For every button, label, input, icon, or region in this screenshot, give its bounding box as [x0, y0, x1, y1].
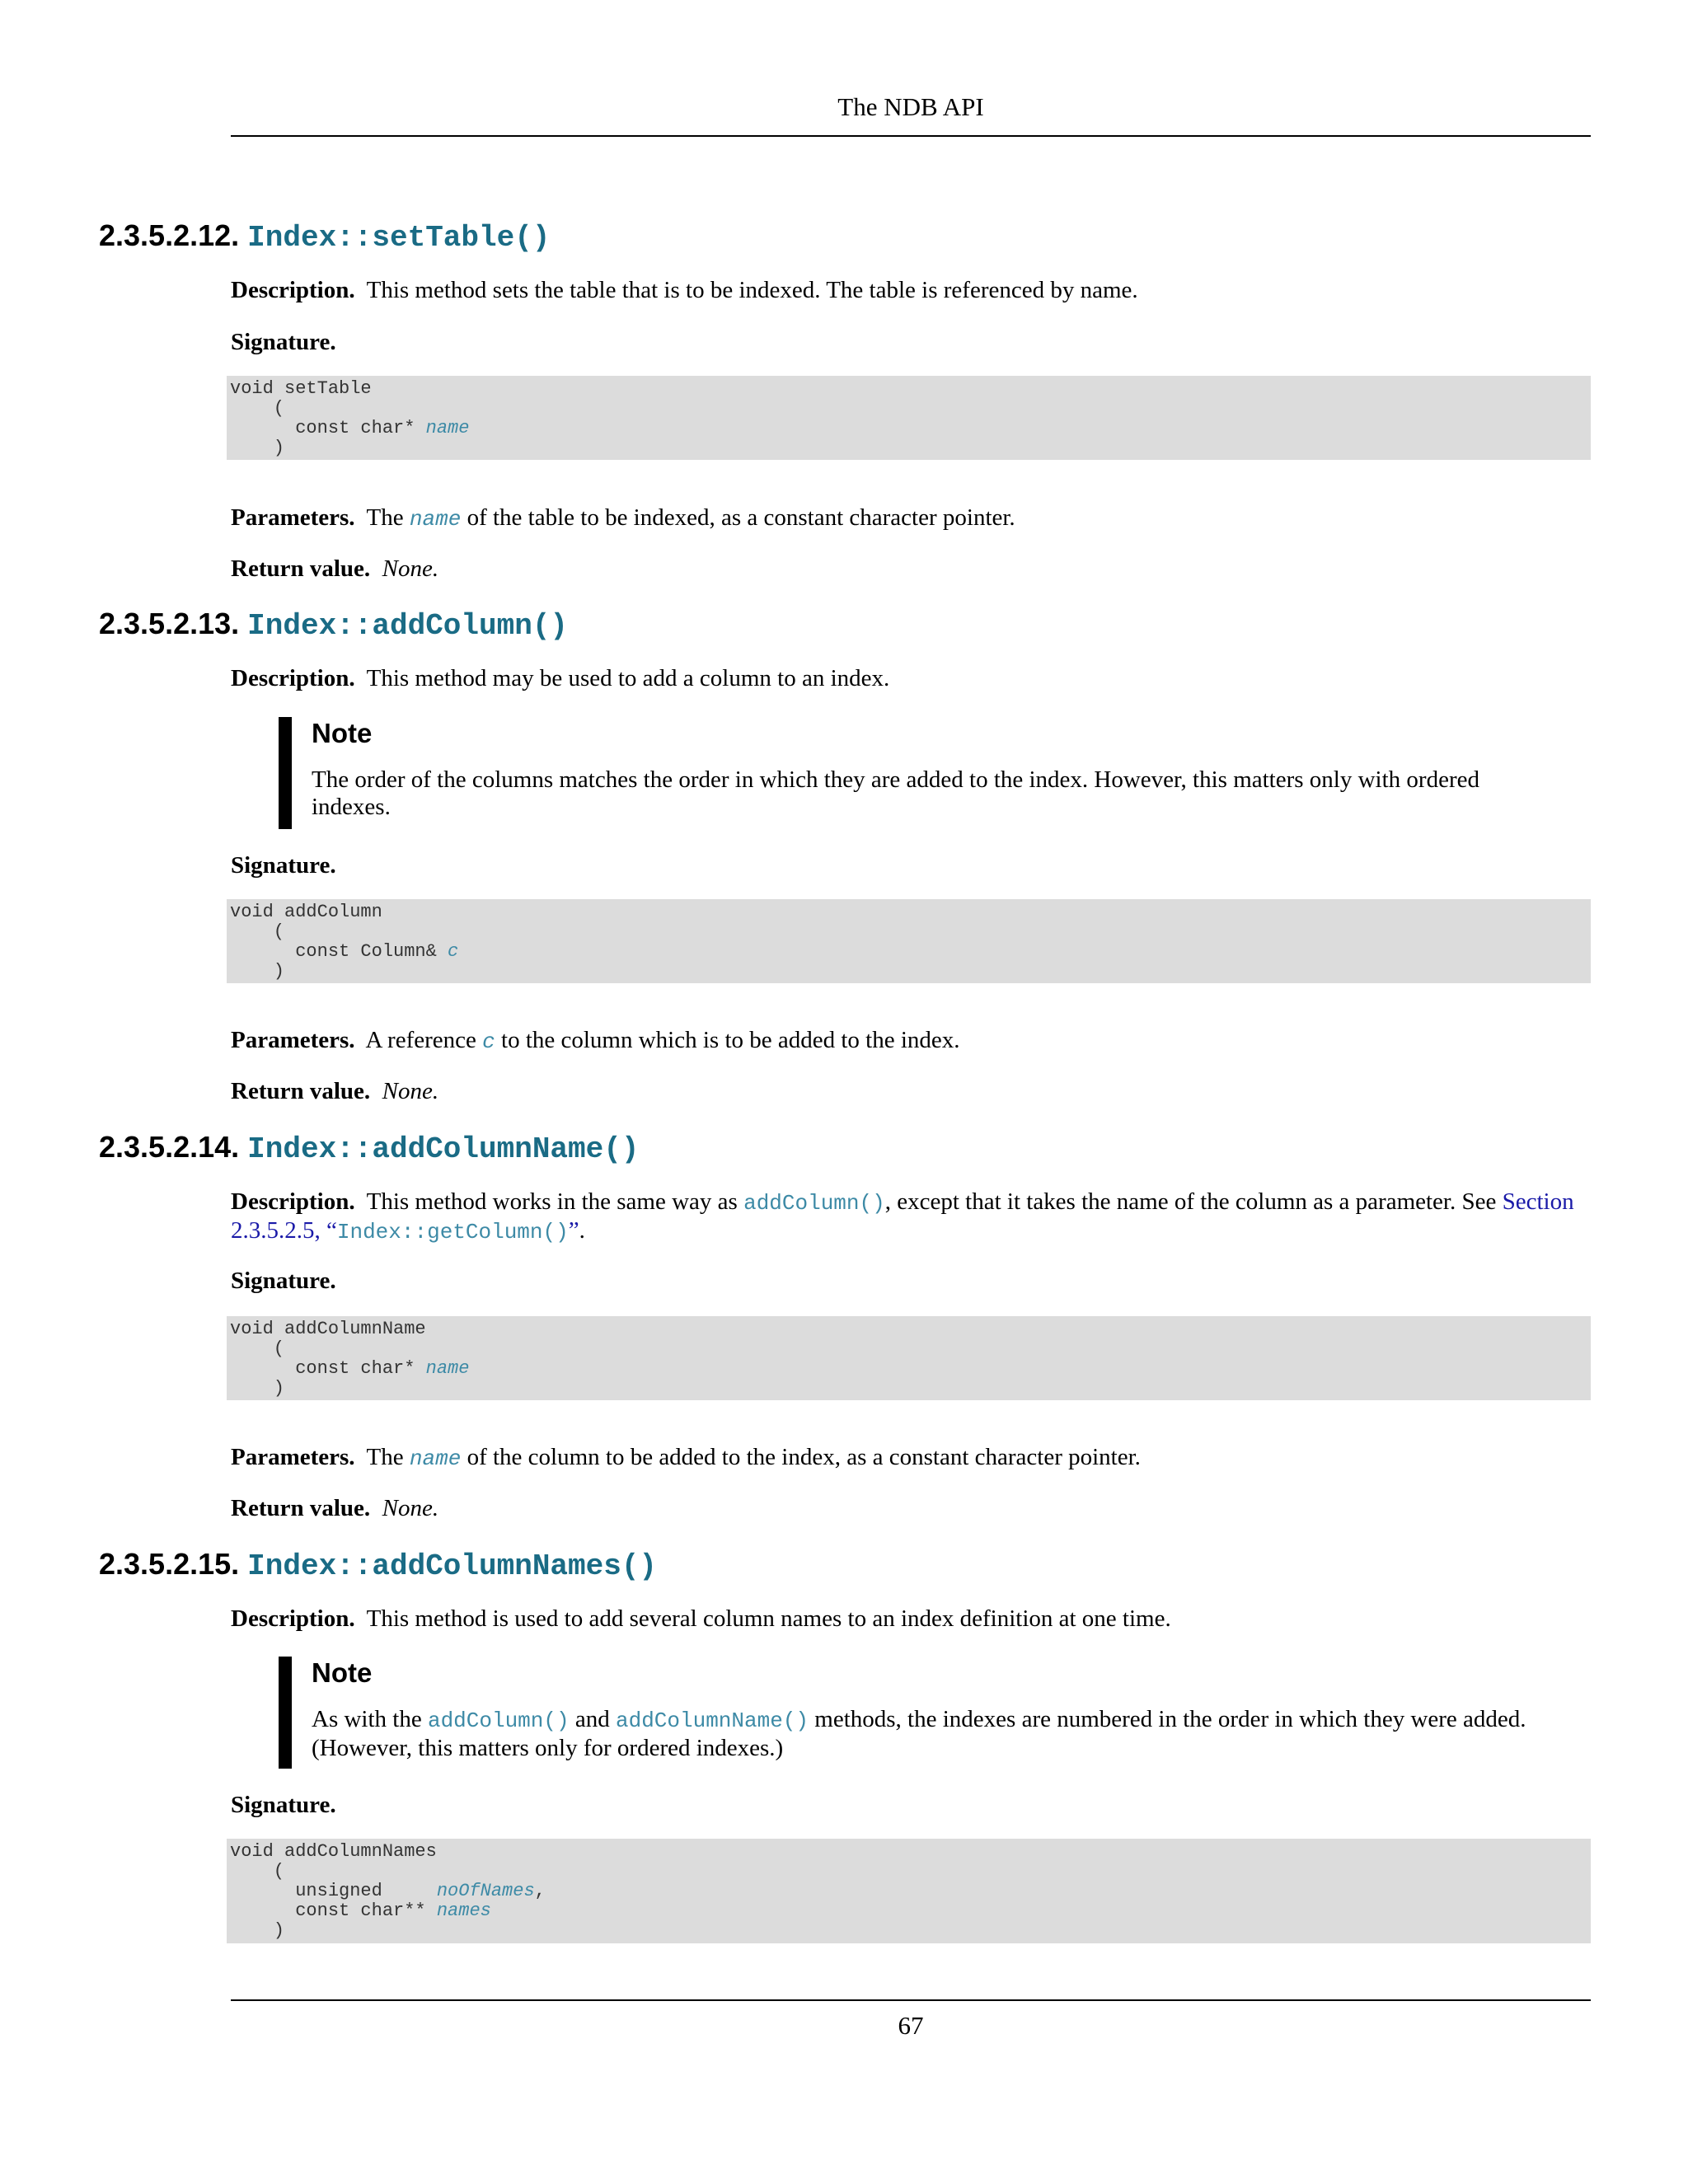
return-value-paragraph: Return value. None. — [231, 1078, 439, 1104]
section-heading-addcolumnname — [99, 1129, 639, 1168]
section-heading-addcolumn — [99, 606, 568, 644]
function-name: Index::addColumn() — [247, 609, 569, 643]
signature-label: Signature. — [231, 1268, 336, 1294]
signature-code-block: void addColumn ( const Column& c ) — [227, 899, 1591, 983]
parameters-label: Parameters. — [231, 504, 355, 531]
note-text: The order of the columns matches the order in which they are added to the index. However, this matters only with ordered indexes. — [312, 766, 1479, 820]
parameter-name: noOfNames — [436, 1881, 535, 1901]
parameter-name: name — [425, 418, 470, 438]
description-text: This method sets the table that is to be indexed. The table is referenced by name. — [366, 277, 1138, 303]
inline-code: addColumn() — [427, 1708, 570, 1733]
page-number: 67 — [898, 2011, 924, 2040]
footer-rule — [231, 1999, 1591, 2001]
function-name: Index::setTable() — [247, 221, 551, 255]
parameters-paragraph: Parameters. A reference c to the column which is to be added to the index. — [231, 1027, 960, 1054]
running-header: The NDB API — [837, 92, 984, 121]
return-value-paragraph: Return value. None. — [231, 1495, 439, 1521]
parameter-name: name — [425, 1358, 470, 1379]
function-name: Index::addColumnNames() — [247, 1549, 658, 1583]
note-title: Note — [312, 1657, 373, 1688]
section-link[interactable]: Section 2.3.5.2.5, “Index::getColumn()” — [231, 1188, 1574, 1244]
function-name: Index::addColumnName() — [247, 1132, 640, 1166]
description-paragraph — [231, 277, 1591, 304]
parameters-paragraph: Parameters. The name of the column to be added to the index, as a constant character pointer. — [231, 1444, 1141, 1471]
return-value-text: None. — [382, 555, 439, 582]
return-value-label: Return value. — [231, 555, 371, 582]
header-rule — [231, 135, 1591, 137]
parameters-paragraph: Parameters. The name of the table to be indexed, as a constant character pointer. — [231, 504, 1015, 532]
signature-code-block: void addColumnName ( const char* name ) — [227, 1316, 1591, 1400]
signature-label: Signature. — [231, 329, 336, 355]
parameter-ref: name — [409, 1446, 462, 1471]
description-label: Description. — [231, 277, 355, 303]
parameter-ref: c — [482, 1029, 495, 1054]
description-paragraph: Description. This method may be used to add a column to an index. — [231, 665, 890, 691]
section-number: 2.3.5.2.13. — [99, 607, 240, 640]
description-paragraph: Description. This method works in the same way as addColumn(), except that it takes the name of the column as a parameter. See Section 2.3.5.2.5, “Index::getColumn()”. — [231, 1188, 1574, 1244]
section-number: 2.3.5.2.14. — [99, 1130, 240, 1164]
parameter-ref: name — [409, 507, 462, 532]
signature-code-block: void addColumnNames ( unsigned noOfNames, const char** names ) — [227, 1839, 1591, 1943]
note-box — [279, 717, 1548, 829]
note-text: As with the addColumn() and addColumnName() methods, the indexes are numbered in the order in which they were added. (However, this matters only for ordered indexes.) — [312, 1706, 1526, 1761]
section-heading-addcolumnnames — [99, 1546, 657, 1585]
inline-code: addColumnName() — [615, 1708, 809, 1733]
section-heading-settable — [99, 218, 550, 256]
note-box — [279, 1657, 1548, 1769]
return-value-paragraph — [231, 555, 1591, 583]
parameter-name: c — [448, 941, 459, 962]
inline-code: addColumn() — [743, 1191, 885, 1216]
section-number: 2.3.5.2.15. — [99, 1547, 240, 1581]
signature-code-block: void setTable ( const char* name ) — [227, 376, 1591, 460]
signature-label: Signature. — [231, 1792, 336, 1818]
note-title: Note — [312, 718, 373, 748]
parameter-name: names — [436, 1900, 491, 1921]
section-number: 2.3.5.2.12. — [99, 218, 240, 252]
signature-label: Signature. — [231, 852, 336, 879]
description-paragraph: Description. This method is used to add several column names to an index definition at one time. — [231, 1605, 1171, 1632]
